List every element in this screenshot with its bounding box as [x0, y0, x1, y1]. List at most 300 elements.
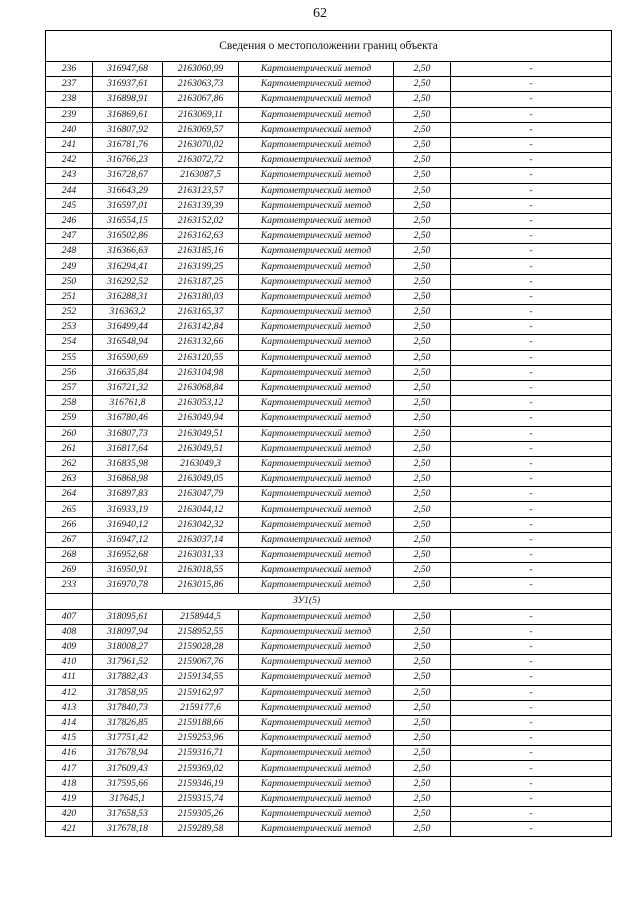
description-cell: -: [451, 289, 612, 304]
method-cell: Картометрический метод: [239, 244, 394, 259]
x-coordinate-cell: 317961,52: [93, 655, 163, 670]
point-number-cell: 252: [46, 305, 93, 320]
table-row: [46, 229, 612, 244]
x-coordinate-cell: 316970,78: [93, 578, 163, 593]
y-coordinate-cell: 2163069,57: [163, 122, 239, 137]
point-number-cell: 253: [46, 320, 93, 335]
y-coordinate-cell: 2163068,84: [163, 380, 239, 395]
x-coordinate-cell: 316643,29: [93, 183, 163, 198]
x-coordinate-cell: 316950,91: [93, 563, 163, 578]
x-coordinate-cell: 316807,92: [93, 122, 163, 137]
point-number-cell: 261: [46, 441, 93, 456]
point-number-cell: 256: [46, 365, 93, 380]
description-cell: -: [451, 137, 612, 152]
point-number-cell: 259: [46, 411, 93, 426]
method-cell: Картометрический метод: [239, 578, 394, 593]
table-header-row: [46, 31, 612, 62]
point-number-cell: 266: [46, 517, 93, 532]
table-row: [46, 153, 612, 168]
description-cell: -: [451, 655, 612, 670]
section-label: ЗУ1(5): [93, 593, 612, 609]
y-coordinate-cell: 2163015,86: [163, 578, 239, 593]
table-body: [46, 62, 612, 837]
accuracy-cell: 2,50: [394, 822, 451, 837]
y-coordinate-cell: 2159162,97: [163, 685, 239, 700]
method-cell: Картометрический метод: [239, 183, 394, 198]
method-cell: Картометрический метод: [239, 624, 394, 639]
point-number-cell: 250: [46, 274, 93, 289]
point-number-cell: 238: [46, 92, 93, 107]
accuracy-cell: 2,50: [394, 396, 451, 411]
x-coordinate-cell: 316898,91: [93, 92, 163, 107]
method-cell: Картометрический метод: [239, 380, 394, 395]
point-number-cell: 407: [46, 609, 93, 624]
point-number-cell: 246: [46, 213, 93, 228]
description-cell: -: [451, 532, 612, 547]
accuracy-cell: 2,50: [394, 670, 451, 685]
table-row: [46, 715, 612, 730]
x-coordinate-cell: 316947,68: [93, 62, 163, 77]
table-title: Сведения о местоположении границ объекта: [46, 31, 612, 62]
method-cell: Картометрический метод: [239, 168, 394, 183]
boundary-table: [45, 30, 612, 837]
accuracy-cell: 2,50: [394, 715, 451, 730]
description-cell: -: [451, 700, 612, 715]
table-row: [46, 807, 612, 822]
table-row: [46, 183, 612, 198]
table-row: [46, 791, 612, 806]
accuracy-cell: 2,50: [394, 274, 451, 289]
description-cell: -: [451, 776, 612, 791]
table-row: [46, 168, 612, 183]
y-coordinate-cell: 2163049,94: [163, 411, 239, 426]
accuracy-cell: 2,50: [394, 62, 451, 77]
point-number-cell: 263: [46, 472, 93, 487]
method-cell: Картометрический метод: [239, 289, 394, 304]
table-row: [46, 244, 612, 259]
method-cell: Картометрический метод: [239, 259, 394, 274]
method-cell: Картометрический метод: [239, 229, 394, 244]
description-cell: -: [451, 715, 612, 730]
method-cell: Картометрический метод: [239, 320, 394, 335]
y-coordinate-cell: 2159315,74: [163, 791, 239, 806]
description-cell: -: [451, 411, 612, 426]
y-coordinate-cell: 2163018,55: [163, 563, 239, 578]
table-row: [46, 731, 612, 746]
x-coordinate-cell: 317609,43: [93, 761, 163, 776]
method-cell: Картометрический метод: [239, 92, 394, 107]
y-coordinate-cell: 2163031,33: [163, 548, 239, 563]
y-coordinate-cell: 2163187,25: [163, 274, 239, 289]
table-row: [46, 746, 612, 761]
x-coordinate-cell: 316835,98: [93, 456, 163, 471]
y-coordinate-cell: 2163044,12: [163, 502, 239, 517]
description-cell: -: [451, 168, 612, 183]
accuracy-cell: 2,50: [394, 761, 451, 776]
accuracy-cell: 2,50: [394, 137, 451, 152]
point-number-cell: 255: [46, 350, 93, 365]
method-cell: Картометрический метод: [239, 198, 394, 213]
x-coordinate-cell: 316940,12: [93, 517, 163, 532]
description-cell: -: [451, 92, 612, 107]
point-number-cell: 268: [46, 548, 93, 563]
table-row: [46, 107, 612, 122]
point-number-cell: 409: [46, 639, 93, 654]
accuracy-cell: 2,50: [394, 548, 451, 563]
accuracy-cell: 2,50: [394, 77, 451, 92]
description-cell: -: [451, 259, 612, 274]
description-cell: -: [451, 350, 612, 365]
accuracy-cell: 2,50: [394, 426, 451, 441]
x-coordinate-cell: 317645,1: [93, 791, 163, 806]
point-number-cell: 418: [46, 776, 93, 791]
method-cell: Картометрический метод: [239, 822, 394, 837]
method-cell: Картометрический метод: [239, 746, 394, 761]
accuracy-cell: 2,50: [394, 563, 451, 578]
x-coordinate-cell: 316635,84: [93, 365, 163, 380]
table-row: [46, 411, 612, 426]
table-row: [46, 274, 612, 289]
x-coordinate-cell: 316294,41: [93, 259, 163, 274]
y-coordinate-cell: 2163037,14: [163, 532, 239, 547]
accuracy-cell: 2,50: [394, 289, 451, 304]
table-row: [46, 213, 612, 228]
accuracy-cell: 2,50: [394, 107, 451, 122]
x-coordinate-cell: 316781,76: [93, 137, 163, 152]
point-number-cell: 408: [46, 624, 93, 639]
accuracy-cell: 2,50: [394, 350, 451, 365]
method-cell: Картометрический метод: [239, 715, 394, 730]
y-coordinate-cell: 2163049,3: [163, 456, 239, 471]
accuracy-cell: 2,50: [394, 183, 451, 198]
description-cell: -: [451, 761, 612, 776]
table-row: [46, 563, 612, 578]
point-number-cell: 237: [46, 77, 93, 92]
method-cell: Картометрический метод: [239, 685, 394, 700]
x-coordinate-cell: 317678,18: [93, 822, 163, 837]
method-cell: Картометрический метод: [239, 274, 394, 289]
y-coordinate-cell: 2159305,26: [163, 807, 239, 822]
accuracy-cell: 2,50: [394, 213, 451, 228]
x-coordinate-cell: 316548,94: [93, 335, 163, 350]
point-number-cell: 417: [46, 761, 93, 776]
y-coordinate-cell: 2163063,73: [163, 77, 239, 92]
table-row: [46, 380, 612, 395]
accuracy-cell: 2,50: [394, 731, 451, 746]
x-coordinate-cell: 318095,61: [93, 609, 163, 624]
y-coordinate-cell: 2159289,58: [163, 822, 239, 837]
description-cell: -: [451, 548, 612, 563]
accuracy-cell: 2,50: [394, 259, 451, 274]
method-cell: Картометрический метод: [239, 153, 394, 168]
table-row: [46, 92, 612, 107]
point-number-cell: 244: [46, 183, 93, 198]
accuracy-cell: 2,50: [394, 655, 451, 670]
x-coordinate-cell: 316502,86: [93, 229, 163, 244]
accuracy-cell: 2,50: [394, 685, 451, 700]
x-coordinate-cell: 317595,66: [93, 776, 163, 791]
point-number-cell: 421: [46, 822, 93, 837]
description-cell: -: [451, 305, 612, 320]
y-coordinate-cell: 2163142,84: [163, 320, 239, 335]
table-row: [46, 700, 612, 715]
accuracy-cell: 2,50: [394, 365, 451, 380]
description-cell: -: [451, 791, 612, 806]
point-number-cell: 245: [46, 198, 93, 213]
y-coordinate-cell: 2163132,66: [163, 335, 239, 350]
method-cell: Картометрический метод: [239, 487, 394, 502]
table-row: [46, 426, 612, 441]
table-row: [46, 639, 612, 654]
method-cell: Картометрический метод: [239, 137, 394, 152]
point-number-cell: 412: [46, 685, 93, 700]
description-cell: -: [451, 670, 612, 685]
method-cell: Картометрический метод: [239, 655, 394, 670]
method-cell: Картометрический метод: [239, 700, 394, 715]
x-coordinate-cell: 316947,12: [93, 532, 163, 547]
description-cell: -: [451, 456, 612, 471]
point-number-cell: 415: [46, 731, 93, 746]
y-coordinate-cell: 2158944,5: [163, 609, 239, 624]
description-cell: -: [451, 807, 612, 822]
x-coordinate-cell: 317751,42: [93, 731, 163, 746]
y-coordinate-cell: 2163162,63: [163, 229, 239, 244]
method-cell: Картометрический метод: [239, 532, 394, 547]
method-cell: Картометрический метод: [239, 472, 394, 487]
description-cell: -: [451, 365, 612, 380]
point-number-cell: 264: [46, 487, 93, 502]
x-coordinate-cell: 316869,61: [93, 107, 163, 122]
description-cell: -: [451, 335, 612, 350]
accuracy-cell: 2,50: [394, 380, 451, 395]
accuracy-cell: 2,50: [394, 807, 451, 822]
description-cell: -: [451, 822, 612, 837]
accuracy-cell: 2,50: [394, 441, 451, 456]
method-cell: Картометрический метод: [239, 213, 394, 228]
y-coordinate-cell: 2163104,98: [163, 365, 239, 380]
description-cell: -: [451, 472, 612, 487]
y-coordinate-cell: 2159253,96: [163, 731, 239, 746]
x-coordinate-cell: 317826,85: [93, 715, 163, 730]
y-coordinate-cell: 2159346,19: [163, 776, 239, 791]
y-coordinate-cell: 2163072,72: [163, 153, 239, 168]
method-cell: Картометрический метод: [239, 77, 394, 92]
y-coordinate-cell: 2163152,02: [163, 213, 239, 228]
point-number-cell: 242: [46, 153, 93, 168]
x-coordinate-cell: 316868,98: [93, 472, 163, 487]
y-coordinate-cell: 2163139,39: [163, 198, 239, 213]
method-cell: Картометрический метод: [239, 761, 394, 776]
accuracy-cell: 2,50: [394, 244, 451, 259]
description-cell: -: [451, 320, 612, 335]
point-number-cell: 248: [46, 244, 93, 259]
point-number-cell: 267: [46, 532, 93, 547]
table-row: [46, 655, 612, 670]
point-number-cell: 257: [46, 380, 93, 395]
description-cell: -: [451, 198, 612, 213]
table-row: [46, 456, 612, 471]
point-number-cell: 254: [46, 335, 93, 350]
point-number-cell: 239: [46, 107, 93, 122]
table-row: [46, 548, 612, 563]
y-coordinate-cell: 2163070,02: [163, 137, 239, 152]
x-coordinate-cell: 316937,61: [93, 77, 163, 92]
method-cell: Картометрический метод: [239, 107, 394, 122]
accuracy-cell: 2,50: [394, 456, 451, 471]
y-coordinate-cell: 2163049,51: [163, 441, 239, 456]
description-cell: -: [451, 77, 612, 92]
x-coordinate-cell: 316590,69: [93, 350, 163, 365]
x-coordinate-cell: 316780,46: [93, 411, 163, 426]
accuracy-cell: 2,50: [394, 229, 451, 244]
table-row: [46, 502, 612, 517]
accuracy-cell: 2,50: [394, 639, 451, 654]
description-cell: -: [451, 502, 612, 517]
y-coordinate-cell: 2163060,99: [163, 62, 239, 77]
description-cell: -: [451, 746, 612, 761]
point-number-cell: 420: [46, 807, 93, 822]
x-coordinate-cell: 318008,27: [93, 639, 163, 654]
method-cell: Картометрический метод: [239, 639, 394, 654]
accuracy-cell: 2,50: [394, 168, 451, 183]
y-coordinate-cell: 2163047,79: [163, 487, 239, 502]
table-row: [46, 472, 612, 487]
table-row: [46, 259, 612, 274]
table-row: [46, 776, 612, 791]
table-row: [46, 517, 612, 532]
method-cell: Картометрический метод: [239, 122, 394, 137]
y-coordinate-cell: 2163123,57: [163, 183, 239, 198]
table-row: [46, 289, 612, 304]
x-coordinate-cell: 316292,52: [93, 274, 163, 289]
method-cell: Картометрический метод: [239, 609, 394, 624]
accuracy-cell: 2,50: [394, 472, 451, 487]
accuracy-cell: 2,50: [394, 92, 451, 107]
method-cell: Картометрический метод: [239, 670, 394, 685]
point-number-cell: 240: [46, 122, 93, 137]
accuracy-cell: 2,50: [394, 305, 451, 320]
y-coordinate-cell: 2163049,05: [163, 472, 239, 487]
description-cell: -: [451, 396, 612, 411]
accuracy-cell: 2,50: [394, 776, 451, 791]
method-cell: Картометрический метод: [239, 396, 394, 411]
y-coordinate-cell: 2163049,51: [163, 426, 239, 441]
method-cell: Картометрический метод: [239, 62, 394, 77]
method-cell: Картометрический метод: [239, 731, 394, 746]
point-number-cell: 247: [46, 229, 93, 244]
description-cell: -: [451, 609, 612, 624]
point-number-cell: 243: [46, 168, 93, 183]
accuracy-cell: 2,50: [394, 198, 451, 213]
table-row: [46, 487, 612, 502]
point-number-cell: 236: [46, 62, 93, 77]
table-row: [46, 532, 612, 547]
y-coordinate-cell: 2163185,16: [163, 244, 239, 259]
accuracy-cell: 2,50: [394, 502, 451, 517]
description-cell: -: [451, 380, 612, 395]
description-cell: -: [451, 213, 612, 228]
x-coordinate-cell: 316952,68: [93, 548, 163, 563]
accuracy-cell: 2,50: [394, 624, 451, 639]
y-coordinate-cell: 2163067,86: [163, 92, 239, 107]
y-coordinate-cell: 2158952,55: [163, 624, 239, 639]
accuracy-cell: 2,50: [394, 153, 451, 168]
description-cell: -: [451, 563, 612, 578]
x-coordinate-cell: 316554,15: [93, 213, 163, 228]
table-row: [46, 62, 612, 77]
method-cell: Картометрический метод: [239, 776, 394, 791]
y-coordinate-cell: 2163120,55: [163, 350, 239, 365]
description-cell: -: [451, 578, 612, 593]
accuracy-cell: 2,50: [394, 700, 451, 715]
description-cell: -: [451, 107, 612, 122]
x-coordinate-cell: 317858,95: [93, 685, 163, 700]
table-row: [46, 365, 612, 380]
method-cell: Картометрический метод: [239, 791, 394, 806]
x-coordinate-cell: 318097,94: [93, 624, 163, 639]
accuracy-cell: 2,50: [394, 335, 451, 350]
description-cell: -: [451, 62, 612, 77]
accuracy-cell: 2,50: [394, 746, 451, 761]
accuracy-cell: 2,50: [394, 578, 451, 593]
x-coordinate-cell: 316721,32: [93, 380, 163, 395]
x-coordinate-cell: 316363,2: [93, 305, 163, 320]
x-coordinate-cell: 316288,31: [93, 289, 163, 304]
point-number-cell: 410: [46, 655, 93, 670]
x-coordinate-cell: 316933,19: [93, 502, 163, 517]
description-cell: -: [451, 183, 612, 198]
description-cell: -: [451, 153, 612, 168]
table-row: [46, 305, 612, 320]
point-number-cell: 269: [46, 563, 93, 578]
method-cell: Картометрический метод: [239, 548, 394, 563]
table-row: [46, 198, 612, 213]
y-coordinate-cell: 2159134,55: [163, 670, 239, 685]
accuracy-cell: 2,50: [394, 487, 451, 502]
x-coordinate-cell: 316597,01: [93, 198, 163, 213]
method-cell: Картометрический метод: [239, 502, 394, 517]
y-coordinate-cell: 2163087,5: [163, 168, 239, 183]
y-coordinate-cell: 2163165,37: [163, 305, 239, 320]
description-cell: -: [451, 229, 612, 244]
x-coordinate-cell: 317840,73: [93, 700, 163, 715]
section-spacer-cell: [46, 593, 93, 609]
y-coordinate-cell: 2163199,25: [163, 259, 239, 274]
y-coordinate-cell: 2159028,28: [163, 639, 239, 654]
description-cell: -: [451, 244, 612, 259]
point-number-cell: 265: [46, 502, 93, 517]
x-coordinate-cell: 316366,63: [93, 244, 163, 259]
page-number: 62: [313, 6, 327, 21]
method-cell: Картометрический метод: [239, 335, 394, 350]
description-cell: -: [451, 441, 612, 456]
point-number-cell: 416: [46, 746, 93, 761]
method-cell: Картометрический метод: [239, 365, 394, 380]
accuracy-cell: 2,50: [394, 122, 451, 137]
table-row: [46, 609, 612, 624]
x-coordinate-cell: 316761,8: [93, 396, 163, 411]
accuracy-cell: 2,50: [394, 411, 451, 426]
method-cell: Картометрический метод: [239, 350, 394, 365]
point-number-cell: 258: [46, 396, 93, 411]
accuracy-cell: 2,50: [394, 320, 451, 335]
table-row: [46, 685, 612, 700]
x-coordinate-cell: 316766,23: [93, 153, 163, 168]
x-coordinate-cell: 316817,64: [93, 441, 163, 456]
description-cell: -: [451, 122, 612, 137]
method-cell: Картометрический метод: [239, 426, 394, 441]
y-coordinate-cell: 2159067,76: [163, 655, 239, 670]
